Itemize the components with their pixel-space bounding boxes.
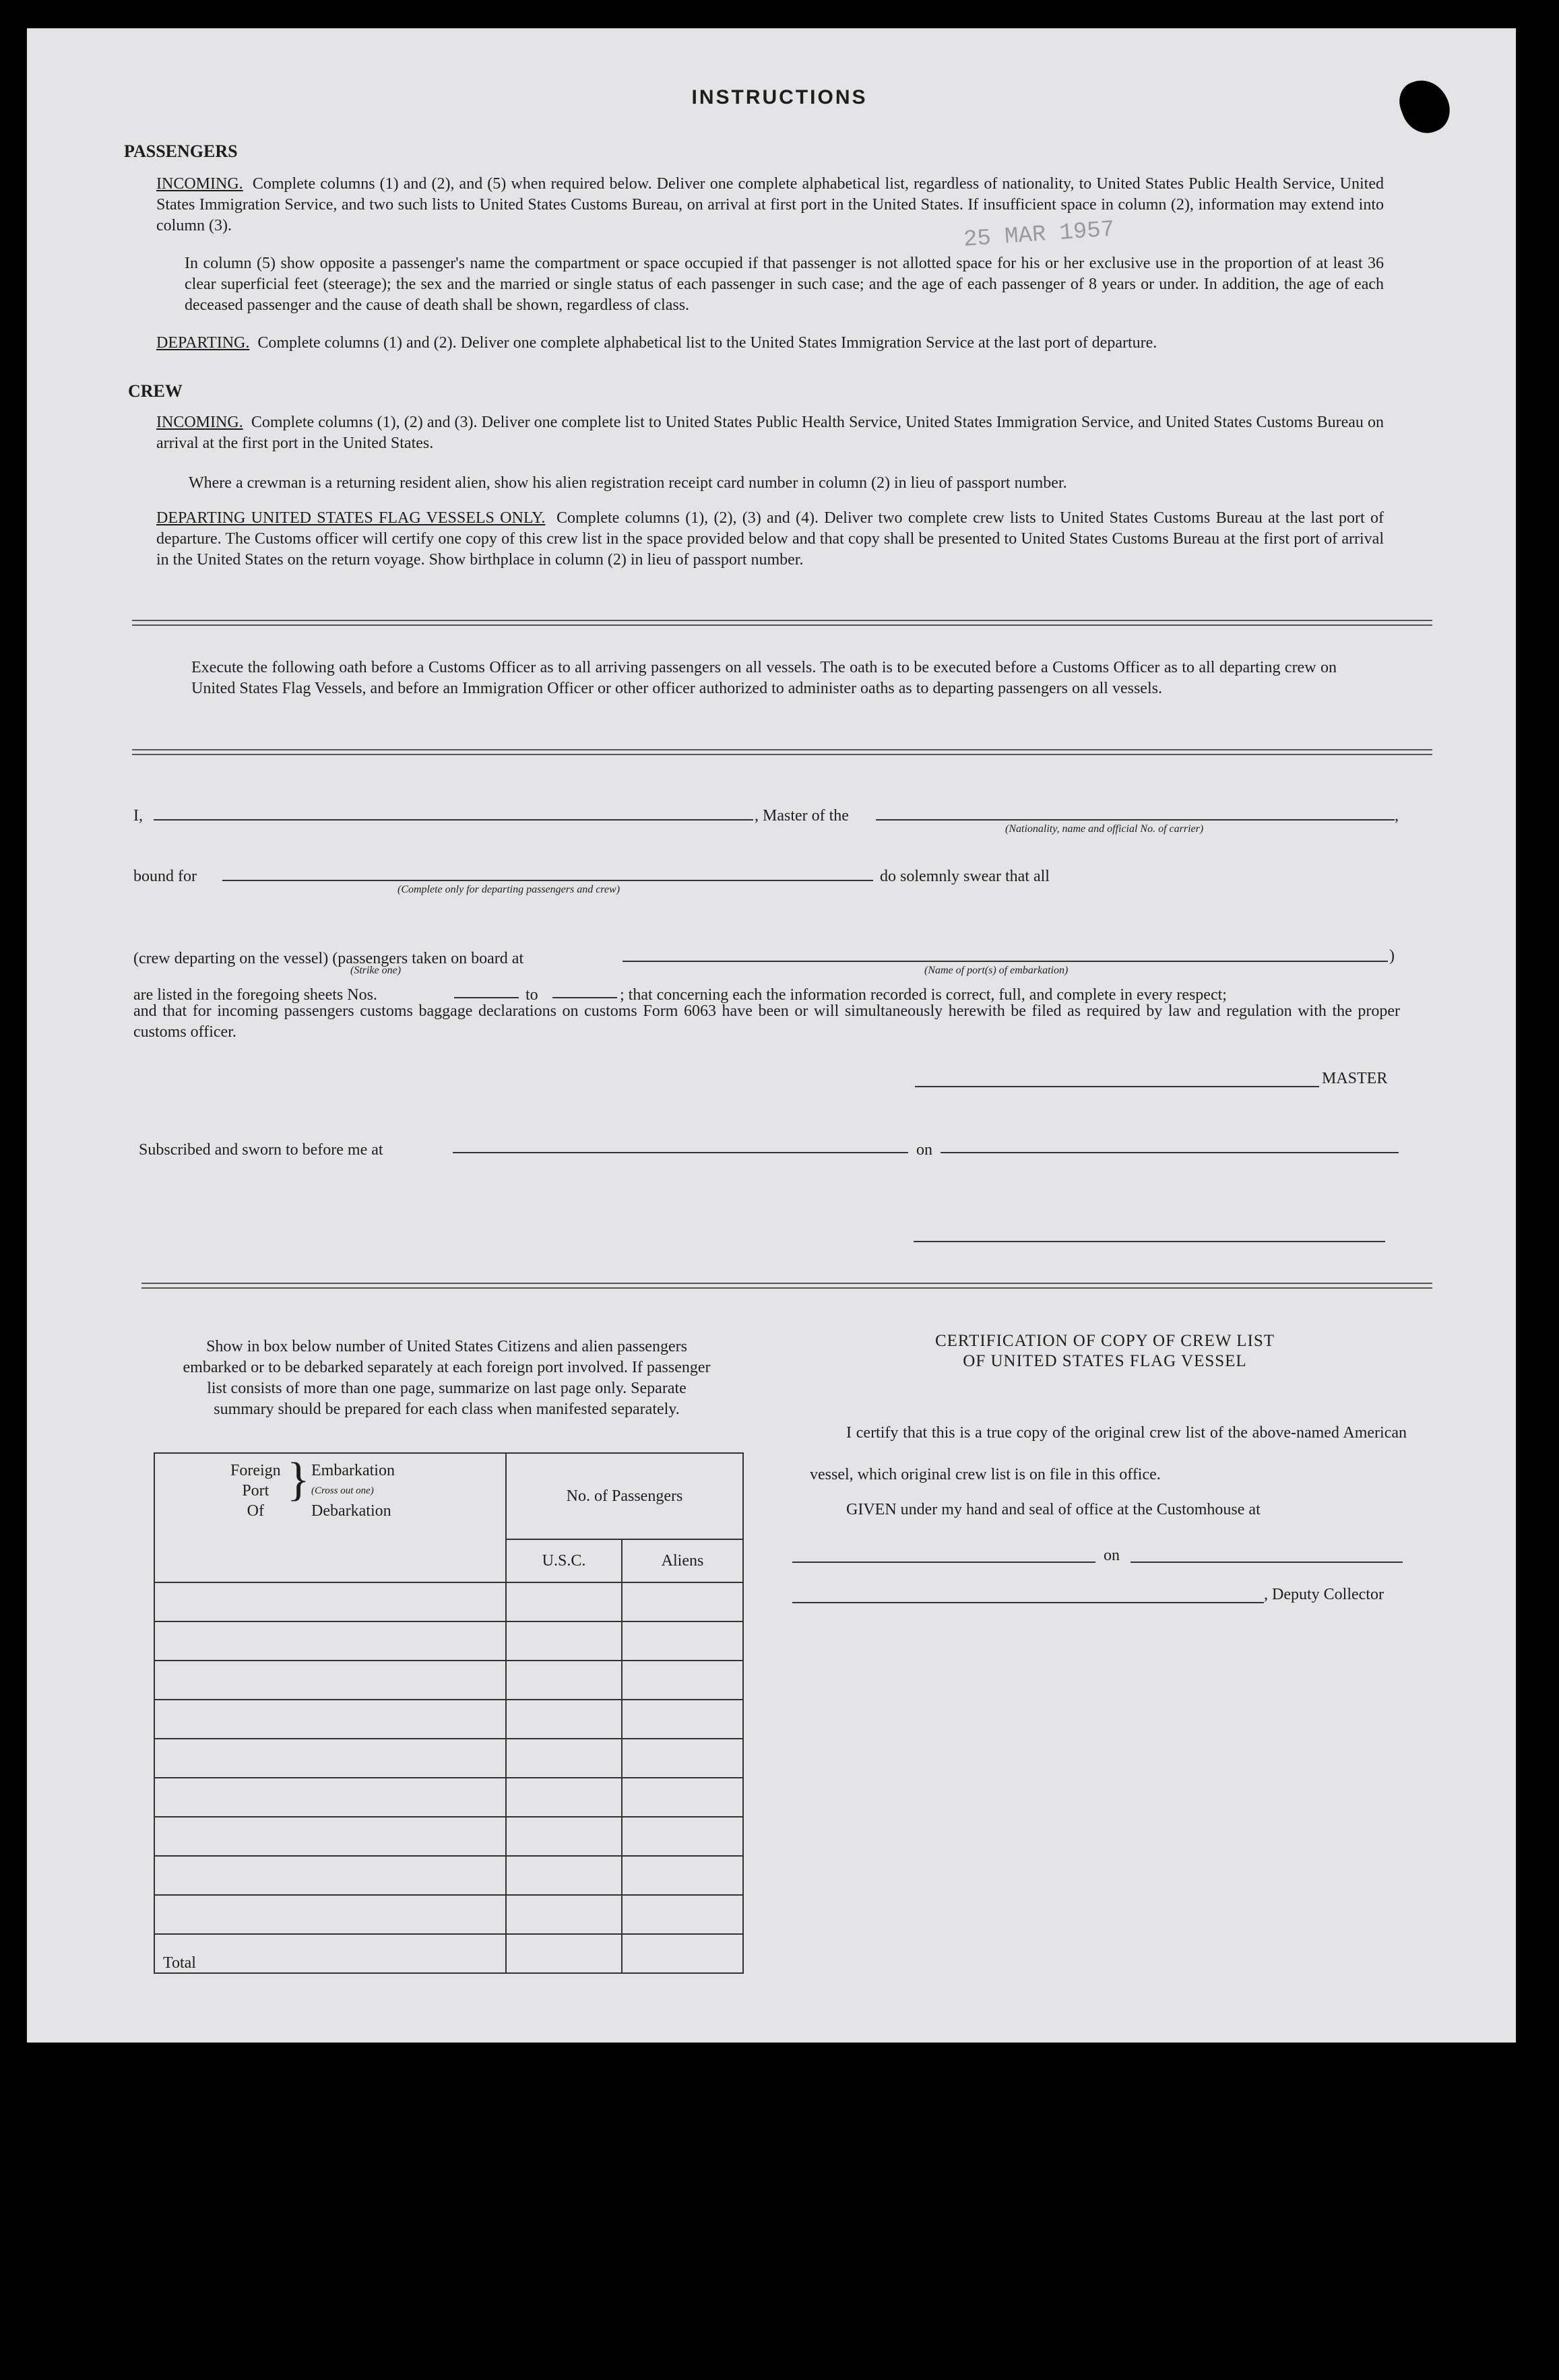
- usc-cell[interactable]: [506, 1778, 622, 1817]
- usc-total-cell[interactable]: [506, 1934, 622, 1973]
- page-title: INSTRUCTIONS: [691, 86, 868, 108]
- ports-note: (Name of port(s) of embarkation): [924, 965, 1069, 976]
- strike-note: (Strike one): [350, 965, 402, 976]
- listed-text: are listed in the foregoing sheets Nos.: [133, 986, 377, 1004]
- port-cell[interactable]: [154, 1778, 506, 1817]
- of-label: Of: [247, 1502, 264, 1520]
- usc-cell[interactable]: [506, 1817, 622, 1856]
- divider: [132, 749, 1432, 755]
- sworn-place-field[interactable]: [453, 1152, 908, 1153]
- table-row: [154, 1856, 743, 1895]
- table-row: [154, 1621, 743, 1661]
- table-row: [154, 1661, 743, 1700]
- baggage-text: and that for incoming passengers customs baggage declarations on customs Form 6063 have been or will simultaneously herewith be filed as required by law and regulation with the proper customs officer.: [133, 1002, 1400, 1041]
- bound-for-field[interactable]: [222, 880, 873, 881]
- passengers-departing: DEPARTING. Complete columns (1) and (2). Deliver one complete alphabetical list to the United States Immigration Service at the last port of departure.: [156, 334, 1157, 352]
- passengers-incoming: INCOMING. Complete columns (1) and (2), and (5) when required below. Deliver one complete alphabetical list, regardless of nationality, to United States Public Health Service, United States Immigration Service, and two such lists to United States Customs Bureau, on arrival at first port in the United States. If insufficient space in column (2), information may extend into column (3).: [156, 175, 1385, 234]
- usc-cell[interactable]: [506, 1582, 622, 1621]
- oath-i-label: I,: [133, 807, 143, 825]
- deputy-collector-label: , Deputy Collector: [1264, 1586, 1384, 1603]
- master-signature-field[interactable]: [915, 1086, 1319, 1087]
- date-stamp: 25 MAR 1957: [962, 217, 1116, 253]
- crew-resident: Where a crewman is a returning resident alien, show his alien registration receipt card number in column (2) in lieu of passport number.: [189, 474, 1067, 492]
- passengers-heading: PASSENGERS: [124, 141, 238, 161]
- cert-on-label: on: [1104, 1547, 1120, 1564]
- port-cell[interactable]: [154, 1700, 506, 1739]
- given-text: GIVEN under my hand and seal of office at the Customhouse at: [846, 1501, 1261, 1518]
- usc-cell[interactable]: [506, 1661, 622, 1700]
- name-field[interactable]: [154, 819, 753, 821]
- carrier-field[interactable]: [876, 819, 1395, 821]
- aliens-cell[interactable]: [622, 1856, 743, 1895]
- usc-header: U.S.C.: [506, 1539, 622, 1582]
- table-row: [154, 1739, 743, 1778]
- aliens-cell[interactable]: [622, 1661, 743, 1700]
- crew-departing-text: (crew departing on the vessel) (passengers taken on board at: [133, 950, 524, 967]
- sheet-from-field[interactable]: [454, 997, 519, 998]
- certification-text: I certify that this is a true copy of the original crew list of the above-named American vessel, which original crew list is on file in this office.: [810, 1424, 1407, 1483]
- swear-text: do solemnly swear that all: [880, 868, 1050, 885]
- aliens-cell[interactable]: [622, 1739, 743, 1778]
- sworn-date-field[interactable]: [941, 1152, 1399, 1153]
- aliens-cell[interactable]: [622, 1700, 743, 1739]
- usc-cell[interactable]: [506, 1895, 622, 1934]
- port-cell[interactable]: [154, 1582, 506, 1621]
- on-label: on: [916, 1141, 932, 1159]
- oath-intro: Execute the following oath before a Customs Officer as to all arriving passengers on all vessels. The oath is to be executed before a Customs Officer as to all departing crew on United States Flag Vessels, and before an Immigration Officer or other officer authorized to administer oaths as to departing passengers on all vessels.: [191, 659, 1337, 697]
- table-row: [154, 1817, 743, 1856]
- bound-for-label: bound for: [133, 868, 197, 885]
- usc-cell[interactable]: [506, 1739, 622, 1778]
- usc-cell[interactable]: [506, 1700, 622, 1739]
- close-paren: ): [1389, 947, 1395, 965]
- passengers-column5: In column (5) show opposite a passenger's name the compartment or space occupied if that passenger is not allotted space for his or her exclusive use in the proportion of at least 36 clear superficial feet (steerage); the sex and the married or single status of each passenger in such case; and the age of each passenger of 8 years or under. In addition, the age of each deceased passenger and the cause of death shall be shown, regardless of class.: [185, 255, 1384, 314]
- debarkation-label: Debarkation: [311, 1502, 391, 1520]
- table-row: [154, 1778, 743, 1817]
- aliens-cell[interactable]: [622, 1778, 743, 1817]
- bound-note: (Complete only for departing passengers and crew): [397, 884, 621, 895]
- table-row: [154, 1700, 743, 1739]
- port-cell[interactable]: [154, 1895, 506, 1934]
- divider: [132, 620, 1432, 626]
- aliens-total-cell[interactable]: [622, 1934, 743, 1973]
- port-cell[interactable]: [154, 1856, 506, 1895]
- customhouse-field[interactable]: [792, 1562, 1095, 1563]
- embarkation-ports-field[interactable]: [623, 961, 1388, 962]
- comma: ,: [1395, 807, 1399, 825]
- port-cell[interactable]: [154, 1739, 506, 1778]
- crew-incoming: INCOMING. Complete columns (1), (2) and (3). Deliver one complete list to United States Public Health Service, United States Immigration Service, and United States Customs Bureau on arrival at the first port in the United States.: [156, 414, 1385, 452]
- foreign-label: Foreign: [230, 1462, 281, 1479]
- master-label: MASTER: [1322, 1070, 1388, 1087]
- port-cell[interactable]: [154, 1621, 506, 1661]
- brace: }: [287, 1454, 310, 1506]
- sheet-to-field[interactable]: [552, 997, 617, 998]
- master-of-label: , Master of the: [755, 807, 849, 825]
- aliens-cell[interactable]: [622, 1621, 743, 1661]
- certification-heading-1: CERTIFICATION OF COPY OF CREW LIST: [934, 1332, 1275, 1350]
- certification-heading-2: OF UNITED STATES FLAG VESSEL: [963, 1352, 1247, 1370]
- divider: [141, 1283, 1432, 1289]
- total-row: [154, 1934, 743, 1973]
- table-row: [154, 1582, 743, 1621]
- passenger-summary-table: [154, 1452, 744, 1974]
- no-passengers-header: No. of Passengers: [506, 1453, 743, 1539]
- aliens-cell[interactable]: [622, 1895, 743, 1934]
- crew-heading: CREW: [128, 381, 183, 401]
- port-cell[interactable]: [154, 1661, 506, 1700]
- concerning-text: ; that concerning each the information recorded is correct, full, and complete in every respect;: [620, 986, 1227, 1004]
- table-row: [154, 1895, 743, 1934]
- aliens-cell[interactable]: [622, 1817, 743, 1856]
- cross-out-note: (Cross out one): [311, 1485, 374, 1496]
- port-cell[interactable]: [154, 1817, 506, 1856]
- total-label: Total: [154, 1934, 506, 1973]
- aliens-header: Aliens: [622, 1539, 743, 1582]
- subscribed-text: Subscribed and sworn to before me at: [139, 1141, 383, 1159]
- usc-cell[interactable]: [506, 1856, 622, 1895]
- crew-flag-vessels: DEPARTING UNITED STATES FLAG VESSELS ONLY. Complete columns (1), (2), (3) and (4). Deliver two complete crew lists to United States Customs Bureau at the last port of departure. The Customs officer will certify one copy of this crew list in the space provided below and that copy shall be presented to United States Customs Bureau at the first port of arrival in the United States on the return voyage. Show birthplace in column (2) in lieu of passport number.: [156, 509, 1384, 569]
- usc-cell[interactable]: [506, 1621, 622, 1661]
- embarkation-label: Embarkation: [311, 1462, 395, 1479]
- port-header-cell: [154, 1453, 506, 1582]
- carrier-note: (Nationality, name and official No. of carrier): [1005, 823, 1204, 835]
- port-label: Port: [242, 1482, 269, 1500]
- officer-signature-field[interactable]: [914, 1241, 1385, 1242]
- to-label: to: [526, 986, 538, 1004]
- cert-date-field[interactable]: [1131, 1562, 1403, 1563]
- aliens-cell[interactable]: [622, 1582, 743, 1621]
- deputy-signature-field[interactable]: [792, 1602, 1264, 1603]
- summary-instructions: Show in box below number of United States Citizens and alien passengers embarked or to be debarked separately at each foreign port involved. If passenger list consists of more than one page, summarize on last page only. Separate summary should be prepared for each class when manifested separately.: [183, 1338, 711, 1418]
